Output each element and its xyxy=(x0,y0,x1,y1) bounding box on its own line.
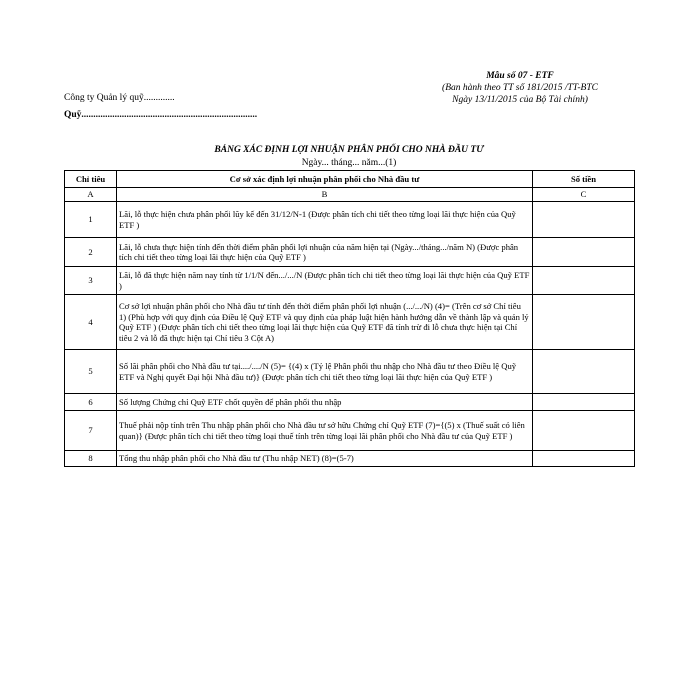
issued-date-line: Ngày 13/11/2015 của Bộ Tài chính) xyxy=(452,95,588,105)
row-number: 2 xyxy=(65,238,117,267)
page-title: BẢNG XÁC ĐỊNH LỢI NHUẬN PHÂN PHỐI CHO NHÀ ĐẦU TƯ xyxy=(214,145,484,155)
column-letter-c: C xyxy=(533,188,635,202)
row-amount xyxy=(533,295,635,350)
form-code: Mẫu số 07 - ETF xyxy=(486,71,554,81)
table-row xyxy=(65,451,635,467)
row-description: Số lượng Chứng chỉ Quỹ ETF chốt quyền để phân phối thu nhập xyxy=(117,394,533,411)
table-row xyxy=(65,411,635,451)
row-amount xyxy=(533,202,635,238)
header-basis: Cơ sở xác định lợi nhuận phân phối cho Nhà đầu tư xyxy=(117,171,533,188)
distribution-table xyxy=(64,170,635,467)
column-letter-b: B xyxy=(117,188,533,202)
row-description: Tổng thu nhập phân phối cho Nhà đầu tư (Thu nhập NET) (8)=(5-7) xyxy=(117,451,533,467)
row-amount xyxy=(533,267,635,295)
row-description: Lãi, lỗ thực hiện chưa phân phối lũy kế đến 31/12/N-1 (Được phân tích chi tiết theo từng loại lãi thực hiện của Quỹ ETF ) xyxy=(117,202,533,238)
table-row xyxy=(65,350,635,394)
row-amount xyxy=(533,238,635,267)
table-row xyxy=(65,202,635,238)
table-letter-row xyxy=(65,188,635,202)
row-amount xyxy=(533,411,635,451)
row-number: 4 xyxy=(65,295,117,350)
row-description: Lãi, lỗ chưa thực hiện tính đến thời điểm phân phối lợi nhuận của năm hiện tại (Ngày.../tháng.../năm N) (Được phân tích chi tiết theo từng loại lãi thực hiện của Quỹ ETF ) xyxy=(117,238,533,267)
table-header-row xyxy=(65,171,635,188)
form-code-block xyxy=(420,70,620,106)
row-description: Thuế phải nộp tính trên Thu nhập phân phối cho Nhà đầu tư sở hữu Chứng chỉ Quỹ ETF (7)={(5) x (Thuế suất có liên quan)} (Được phân tích chi tiết theo từng loại thuế tính trên từng loại lãi phân phối cho Nhà đầu tư của Quỹ ETF ) xyxy=(117,411,533,451)
row-number: 7 xyxy=(65,411,117,451)
column-letter-a: A xyxy=(65,188,117,202)
table-row xyxy=(65,238,635,267)
row-amount xyxy=(533,350,635,394)
row-number: 6 xyxy=(65,394,117,411)
table-row xyxy=(65,267,635,295)
issued-by-line: (Ban hành theo TT số 181/2015 /TT-BTC xyxy=(442,83,598,93)
company-line: Công ty Quản lý quỹ............. xyxy=(64,93,175,103)
row-number: 1 xyxy=(65,202,117,238)
table-row xyxy=(65,394,635,411)
row-description: Số lãi phân phối cho Nhà đầu tư tại..../..../N (5)= {(4) x (Tỷ lệ Phân phối thu nhập cho Nhà đầu tư theo Điều lệ Quỹ ETF và Nghị quyết Đại hội Nhà đầu tư)} (Được phân tích chi tiết theo từng loại lãi thực hiện của Quỹ ETF ) xyxy=(117,350,533,394)
row-number: 5 xyxy=(65,350,117,394)
row-number: 8 xyxy=(65,451,117,467)
row-amount xyxy=(533,451,635,467)
row-number: 3 xyxy=(65,267,117,295)
row-description: Lãi, lỗ đã thực hiện năm nay tính từ 1/1/N đến.../.../N (Được phân tích chi tiết theo từng loại lãi thực hiện của Quỹ ETF ) xyxy=(117,267,533,295)
date-line: Ngày... tháng... năm...(1) xyxy=(301,158,397,168)
fund-line: Quỹ.......................................................................... xyxy=(64,110,258,120)
row-description: Cơ sở lợi nhuận phân phối cho Nhà đầu tư tính đến thời điểm phân phối lợi nhuận (.../.../N) (4)= (Trên cơ sở Chỉ tiêu 1) (Phù hợp với quy định của Điều lệ Quỹ ETF và quy định của pháp luật hiện hành hướng dẫn về thành lập và quản lý Quỹ ETF ) (Được phân tích chi tiết theo từng loại lãi thực hiện của Quỹ ETF đã tính trừ đi lỗ chưa thực hiện tại Chỉ tiêu 2 và lỗ đã thực hiện tại Chỉ tiêu 3 Cột A) xyxy=(117,295,533,350)
header-amount: Số tiền xyxy=(533,171,635,188)
row-amount xyxy=(533,394,635,411)
table-row xyxy=(65,295,635,350)
header-indicator: Chỉ tiêu xyxy=(65,171,117,188)
